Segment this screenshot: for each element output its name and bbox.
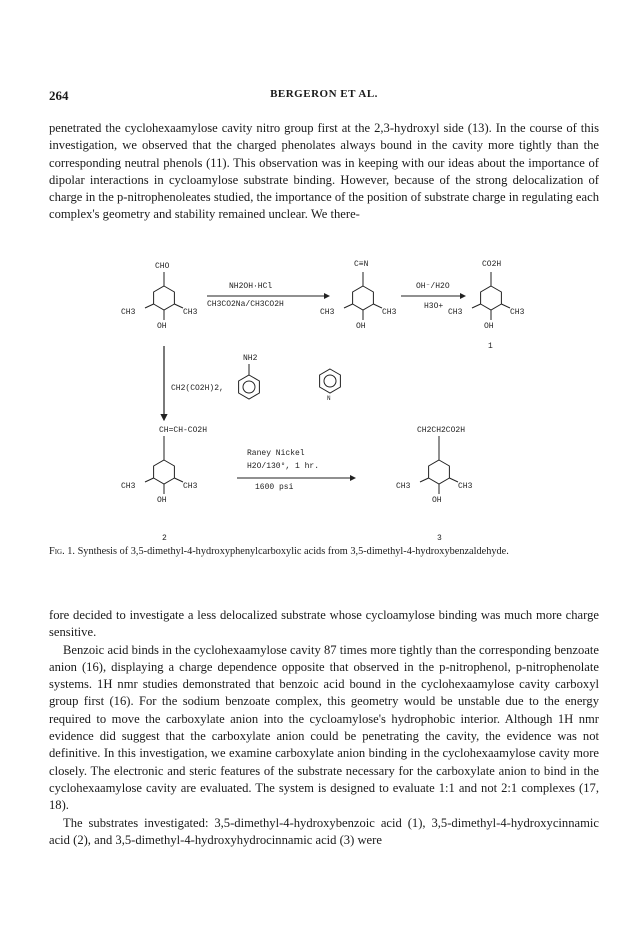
oh-label: OH <box>484 322 494 331</box>
nh2-label: NH2 <box>243 354 258 363</box>
raney-2: H2O/130°, 1 hr. <box>247 462 320 471</box>
ch3-label: CH3 <box>448 308 463 317</box>
figure-caption <box>49 545 599 559</box>
ch3-label: CH3 <box>382 308 397 317</box>
running-head: BERGERON ET AL. <box>270 88 378 100</box>
chain-label: CH=CH-CO2H <box>159 426 208 435</box>
compound-3-number: 3 <box>437 534 442 543</box>
ch3-label: CH3 <box>183 308 198 317</box>
compound-1-structure <box>448 260 525 351</box>
cho-label: CHO <box>155 262 170 271</box>
oh-label: OH <box>157 322 167 331</box>
oh-label: OH <box>356 322 366 331</box>
reagent2-bottom: H3O+ <box>424 302 444 311</box>
n-label: N <box>327 395 331 402</box>
aldehyde-structure <box>121 262 198 331</box>
compound-2-structure <box>121 426 207 543</box>
ch3-label: CH3 <box>183 482 198 491</box>
aniline-structure <box>239 354 260 399</box>
ch3-label: CH3 <box>121 482 136 491</box>
reagent1-top: NH2OH·HCl <box>229 282 273 291</box>
ch3-label: CH3 <box>320 308 335 317</box>
reagent3: CH2(CO2H)2, <box>171 384 224 393</box>
synthesis-figure <box>49 250 599 545</box>
raney-3: 1600 psi <box>255 483 294 492</box>
ch3-label: CH3 <box>458 482 473 491</box>
cn-label: C≡N <box>354 260 369 269</box>
reagent2-top: OH⁻/H2O <box>416 282 450 291</box>
ch3-label: CH3 <box>396 482 411 491</box>
oh-label: OH <box>432 496 442 505</box>
ch3-label: CH3 <box>121 308 136 317</box>
paragraph-bottom-3: The substrates investigated: 3,5-dimethyl-4-hydroxybenzoic acid (1), 3,5-dimethyl-4-hydroxycinnamic acid (2), and 3,5-dimethyl-4-hydroxyhydrocinnamic acid (3) were <box>49 815 599 847</box>
pyridine-structure <box>320 369 341 402</box>
caption-label: Fig. 1. <box>49 546 75 557</box>
chain-label: CH2CH2CO2H <box>417 426 466 435</box>
paragraph-bottom-2: Benzoic acid binds in the cyclohexaamylose cavity 87 times more tightly than the corresponding benzoate anion (16), displaying a charge dependence opposite that observed in the p-nitrophenol, p-nitrophenolate systems. 1H nmr studies demonstrated that benzoic acid bound in the cyclohexaamylose cavity carboxyl group first (16). For the sodium benzoate complex, this geometry would be unstable due to the energy required to move the carboxylate anion into the cycloamylose's hydrophobic interior. Although 1H nmr evidence did suggest that the carboxylate anion could be penetrating the cavity, the evidence was not definitive. In this investigation, we examine carboxylate anion binding in the cyclohexaamylose cavity more closely. The electronic and steric features of the substrate necessary for the carboxylate anion to bind in the cyclohexaamylose cavity are evaluated. The system is designed to evaluate 1:1 and not 2:1 complexes (17, 18). <box>49 642 599 813</box>
page-header <box>49 88 599 104</box>
oh-label: OH <box>157 496 167 505</box>
paragraph-top: penetrated the cyclohexaamylose cavity nitro group first at the 2,3-hydroxyl side (13). In the course of this investigation, we observed that the charged phenolates always bound in the cavity more tightly than the corresponding neutral phenols (11). This observation was in keeping with our ideas about the importance of dipolar interactions in cycloamylose substrate binding. However, because of the strong delocalization of charge in the p-nitrophenoleates studied, the importance of the position of substrate charge in regulating each complex's geometry and stability remained unclear. We there- <box>49 121 599 222</box>
paragraph-bottom-1: fore decided to investigate a less delocalized substrate whose cycloamylose binding was much more charge sensitive. <box>49 608 599 640</box>
compound-2-number: 2 <box>162 534 167 543</box>
raney-1: Raney Nickel <box>247 449 305 458</box>
compound-3-structure <box>396 426 473 543</box>
synthesis-scheme <box>49 250 599 545</box>
paragraph-bottom <box>49 607 599 849</box>
nitrile-structure <box>320 260 397 331</box>
caption-text: Synthesis of 3,5-dimethyl-4-hydroxyphenylcarboxylic acids from 3,5-dimethyl-4-hydroxybenzaldehyde. <box>77 546 509 557</box>
co2h-label: CO2H <box>482 260 502 269</box>
ch3-label: CH3 <box>510 308 525 317</box>
reagent1-bottom: CH3CO2Na/CH3CO2H <box>207 300 284 309</box>
compound-1-number: 1 <box>488 342 493 351</box>
page-number: 264 <box>49 88 69 103</box>
